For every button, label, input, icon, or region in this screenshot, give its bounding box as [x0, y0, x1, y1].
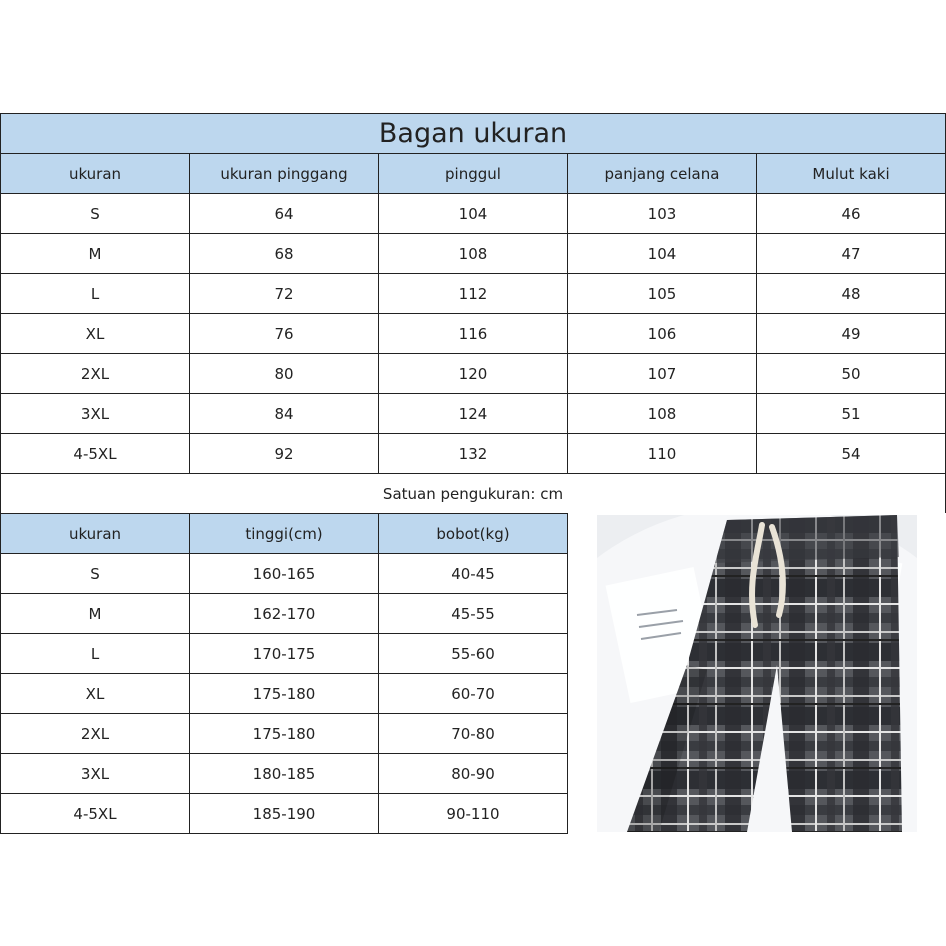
fit_table-cell: 170-175 [189, 633, 378, 673]
size_table-cell: 105 [567, 273, 756, 313]
size_table-cell: 47 [756, 233, 945, 273]
fit_table-cell: M [0, 593, 189, 633]
fit_table-header-cell: ukuran [0, 513, 189, 553]
size_table-cell: 106 [567, 313, 756, 353]
size_table-cell: 2XL [0, 353, 189, 393]
size_table-cell: 92 [189, 433, 378, 473]
size-chart [0, 113, 946, 833]
fit_table-cell: 2XL [0, 713, 189, 753]
size_table-cell: 51 [756, 393, 945, 433]
size_table-cell: 64 [189, 193, 378, 233]
size_table-cell: 76 [189, 313, 378, 353]
size_table-cell: 54 [756, 433, 945, 473]
size_table-header-cell: ukuran pinggang [189, 153, 378, 193]
fit_table-cell: XL [0, 673, 189, 713]
size_table-cell: 132 [378, 433, 567, 473]
size_table-cell: 84 [189, 393, 378, 433]
size_table-cell: 80 [189, 353, 378, 393]
fit_table-cell: 175-180 [189, 713, 378, 753]
size_table-header-cell: ukuran [0, 153, 189, 193]
size_table-header-cell: panjang celana [567, 153, 756, 193]
size_table-header-cell: pinggul [378, 153, 567, 193]
fit_table-cell: 55-60 [378, 633, 567, 673]
table-border [567, 513, 568, 833]
size_table-cell: 104 [567, 233, 756, 273]
size_table-cell: L [0, 273, 189, 313]
size_table-cell: XL [0, 313, 189, 353]
fit_table-cell: 60-70 [378, 673, 567, 713]
size_table-cell: 112 [378, 273, 567, 313]
size_table-cell: 3XL [0, 393, 189, 433]
size_table-cell: 107 [567, 353, 756, 393]
fit_table-cell: 70-80 [378, 713, 567, 753]
size_table-cell: 50 [756, 353, 945, 393]
table-border [0, 833, 568, 834]
size_table-cell: M [0, 233, 189, 273]
fit_table-cell: 45-55 [378, 593, 567, 633]
fit_table-cell: 185-190 [189, 793, 378, 833]
size_table-cell: 103 [567, 193, 756, 233]
size_table-cell: 4-5XL [0, 433, 189, 473]
size_table-cell: 49 [756, 313, 945, 353]
fit_table-cell: 160-165 [189, 553, 378, 593]
size_table-cell: 68 [189, 233, 378, 273]
size_table-cell: 124 [378, 393, 567, 433]
chart-title: Bagan ukuran [0, 113, 945, 153]
fit_table-header-cell: tinggi(cm) [189, 513, 378, 553]
size_table-cell: 48 [756, 273, 945, 313]
size_table-cell: 72 [189, 273, 378, 313]
size_table-cell: 120 [378, 353, 567, 393]
fit_table-cell: 4-5XL [0, 793, 189, 833]
size_table-cell: 108 [567, 393, 756, 433]
size_table-cell: 110 [567, 433, 756, 473]
fit_table-cell: 80-90 [378, 753, 567, 793]
fit_table-cell: S [0, 553, 189, 593]
size_table-cell: 104 [378, 193, 567, 233]
fit_table-cell: 180-185 [189, 753, 378, 793]
size_table-cell: 46 [756, 193, 945, 233]
fit_table-cell: 162-170 [189, 593, 378, 633]
fit_table-cell: 3XL [0, 753, 189, 793]
unit-note: Satuan pengukuran: cm [0, 473, 945, 513]
fit_table-cell: 90-110 [378, 793, 567, 833]
size_table-cell: S [0, 193, 189, 233]
fit_table-cell: L [0, 633, 189, 673]
fit_table-header-cell: bobot(kg) [378, 513, 567, 553]
fit_table-cell: 40-45 [378, 553, 567, 593]
size_table-cell: 108 [378, 233, 567, 273]
size_table-cell: 116 [378, 313, 567, 353]
size_table-header-cell: Mulut kaki [756, 153, 945, 193]
product-photo [597, 515, 917, 832]
fit_table-cell: 175-180 [189, 673, 378, 713]
